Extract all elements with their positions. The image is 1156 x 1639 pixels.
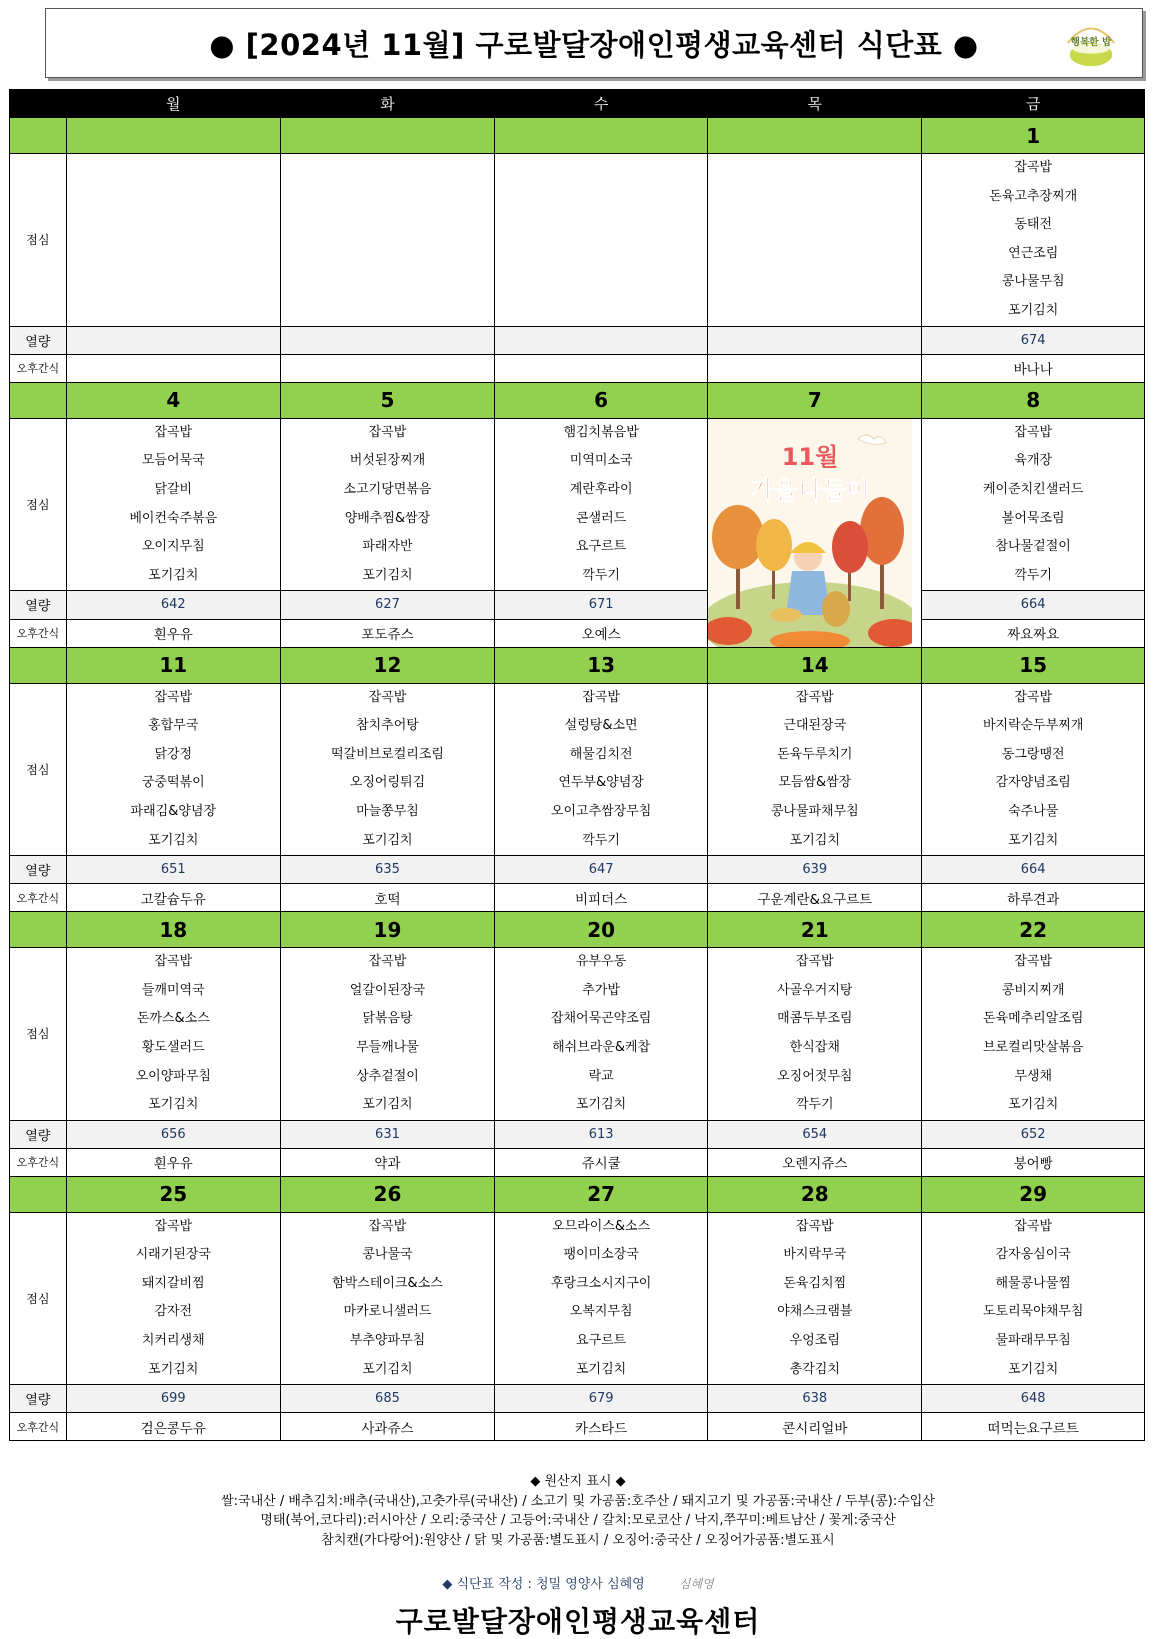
dish-item: 마카로니샐러드 bbox=[343, 1304, 432, 1320]
lunch-label: 점심 bbox=[10, 154, 67, 327]
lunch-cell-wed bbox=[495, 1212, 708, 1385]
dish-item: 잡곡밥 bbox=[795, 1218, 834, 1234]
dish-item: 베이컨숙주볶음 bbox=[129, 510, 218, 526]
date-cell-thu: 21 bbox=[708, 912, 922, 948]
kcal-cell-mon bbox=[66, 326, 280, 354]
lunch-row bbox=[10, 948, 1145, 1121]
dish-item: 콩나물무침 bbox=[1001, 274, 1065, 290]
dish-item: 잡곡밥 bbox=[154, 689, 193, 705]
snack-label: 오후간식 bbox=[10, 1413, 67, 1441]
snack-label: 오후간식 bbox=[10, 1148, 67, 1176]
snack-cell-fri: 떠먹는요구르트 bbox=[922, 1413, 1145, 1441]
dish-item: 잡곡밥 bbox=[1014, 689, 1053, 705]
dish-item: 잡곡밥 bbox=[1014, 424, 1053, 440]
date-cell-mon: 11 bbox=[66, 647, 280, 683]
dish-item: 포기김치 bbox=[148, 1361, 199, 1377]
dish-item: 치커리생채 bbox=[141, 1333, 205, 1349]
dish-item: 계란후라이 bbox=[569, 481, 633, 497]
date-cell-wed bbox=[495, 118, 708, 154]
dish-item: 락교 bbox=[588, 1068, 614, 1084]
snack-cell-thu bbox=[708, 354, 922, 382]
snack-cell-thu: 오렌지쥬스 bbox=[708, 1148, 922, 1176]
dish-item: 잡곡밥 bbox=[154, 424, 193, 440]
dish-item: 황도샐러드 bbox=[141, 1039, 205, 1055]
snack-cell-tue: 사과쥬스 bbox=[280, 1413, 494, 1441]
dish-item: 바지락순두부찌개 bbox=[982, 718, 1084, 734]
snack-cell-fri: 바나나 bbox=[922, 354, 1145, 382]
lunch-cell-tue bbox=[280, 154, 494, 327]
dish-item: 설렁탕&소면 bbox=[564, 718, 638, 734]
dish-item: 부추양파무침 bbox=[349, 1333, 426, 1349]
dish-item: 돼지갈비찜 bbox=[141, 1275, 205, 1291]
lunch-cell-tue bbox=[280, 418, 494, 591]
dish-item: 포기김치 bbox=[148, 1097, 199, 1113]
dish-item: 포기김치 bbox=[148, 832, 199, 848]
title-box bbox=[45, 8, 1143, 78]
date-row-label bbox=[10, 382, 67, 418]
dish-item: 떡갈비브로컬리조림 bbox=[330, 746, 444, 762]
kcal-cell-wed: 671 bbox=[495, 591, 708, 619]
author-line bbox=[0, 1573, 1156, 1592]
dish-item: 잡곡밥 bbox=[368, 1218, 407, 1234]
weekday-header bbox=[10, 90, 1145, 118]
kcal-label: 열량 bbox=[10, 856, 67, 884]
lunch-cell-fri bbox=[922, 1212, 1145, 1385]
dish-item: 포기김치 bbox=[1008, 1097, 1059, 1113]
dish-item: 잡곡밥 bbox=[368, 689, 407, 705]
origin-line: 쌀:국내산 / 배추김치:배추(국내산),고춧가루(국내산) / 소고기 및 가공품:호주산 / 돼지고기 및 가공품:국내산 / 두부(콩):수입산 bbox=[221, 1493, 935, 1509]
dish-item: 돈까스&소스 bbox=[136, 1011, 210, 1027]
dish-item: 잡곡밥 bbox=[154, 954, 193, 970]
dish-item: 파래자반 bbox=[362, 539, 413, 555]
date-cell-fri: 15 bbox=[922, 647, 1145, 683]
snack-row bbox=[10, 354, 1145, 382]
dish-item: 오이고추쌈장무침 bbox=[550, 803, 652, 819]
dish-item: 잡곡밥 bbox=[1014, 954, 1053, 970]
snack-label: 오후간식 bbox=[10, 619, 67, 647]
dish-item: 포기김치 bbox=[576, 1097, 627, 1113]
snack-cell-tue: 호떡 bbox=[280, 884, 494, 912]
lunch-row bbox=[10, 683, 1145, 856]
kcal-cell-fri: 652 bbox=[922, 1120, 1145, 1148]
dish-item: 잡채어묵곤약조림 bbox=[550, 1011, 652, 1027]
dish-item: 포기김치 bbox=[362, 567, 413, 583]
dish-item: 무생채 bbox=[1014, 1068, 1053, 1084]
lunch-row bbox=[10, 154, 1145, 327]
dish-item: 닭갈비 bbox=[154, 481, 193, 497]
snack-cell-mon bbox=[66, 354, 280, 382]
dish-item: 바지락무국 bbox=[783, 1247, 847, 1263]
kcal-label: 열량 bbox=[10, 591, 67, 619]
lunch-cell-mon bbox=[66, 948, 280, 1121]
date-cell-tue: 5 bbox=[280, 382, 494, 418]
dish-item: 참치추어탕 bbox=[356, 718, 419, 734]
dish-item: 콩나물파채무침 bbox=[770, 803, 859, 819]
dish-item: 숙주나물 bbox=[1008, 803, 1059, 819]
day-header-thu: 목 bbox=[708, 90, 922, 118]
dish-item: 잡곡밥 bbox=[795, 954, 834, 970]
snack-cell-thu: 콘시리얼바 bbox=[708, 1413, 922, 1441]
lunch-cell-wed bbox=[495, 683, 708, 856]
date-row-label bbox=[10, 912, 67, 948]
author-text: ◆ 식단표 작성 : 청밀 영양사 심혜영 bbox=[442, 1577, 645, 1592]
lunch-cell-mon bbox=[66, 154, 280, 327]
snack-cell-mon: 흰우유 bbox=[66, 1148, 280, 1176]
dish-item: 연근조림 bbox=[1008, 245, 1059, 261]
dish-item: 포기김치 bbox=[1008, 832, 1059, 848]
date-cell-fri: 29 bbox=[922, 1176, 1145, 1212]
dish-item: 버섯된장찌개 bbox=[349, 453, 426, 469]
origin-line: 참치캔(가다랑어):원양산 / 닭 및 가공품:별도표시 / 오징어:중국산 / 오징어가공품:별도표시 bbox=[321, 1532, 835, 1548]
snack-cell-wed bbox=[495, 354, 708, 382]
kcal-cell-fri: 674 bbox=[922, 326, 1145, 354]
lunch-cell-fri bbox=[922, 418, 1145, 591]
dish-item: 무들깨나물 bbox=[356, 1039, 419, 1055]
dish-item: 파래김&양념장 bbox=[130, 803, 217, 819]
dish-item: 잡곡밥 bbox=[1014, 160, 1053, 175]
dish-item: 돈육고추장찌개 bbox=[989, 188, 1078, 204]
dish-item: 콩비지찌개 bbox=[1001, 982, 1065, 998]
snack-cell-mon: 흰우유 bbox=[66, 619, 280, 647]
dish-item: 한식잡채 bbox=[789, 1039, 840, 1055]
date-row bbox=[10, 118, 1145, 154]
lunch-cell-tue bbox=[280, 948, 494, 1121]
day-header-tue: 화 bbox=[280, 90, 494, 118]
dish-item: 잡곡밥 bbox=[368, 424, 407, 440]
dish-item: 함박스테이크&소스 bbox=[332, 1275, 443, 1291]
dish-item: 사골우거지탕 bbox=[777, 982, 853, 998]
dish-item: 돈육메추리알조림 bbox=[982, 1011, 1084, 1027]
dish-item: 볼어묵조림 bbox=[1001, 510, 1065, 526]
snack-cell-thu: 구운계란&요구르트 bbox=[708, 884, 922, 912]
date-row-label bbox=[10, 1176, 67, 1212]
dish-item: 오므라이스&소스 bbox=[552, 1218, 651, 1234]
autumn-outing-illustration bbox=[708, 418, 922, 647]
dish-item: 포기김치 bbox=[1008, 1361, 1059, 1377]
dish-item: 오징어링튀김 bbox=[349, 775, 426, 791]
dish-item: 오징어젓무침 bbox=[777, 1068, 853, 1084]
date-cell-tue: 12 bbox=[280, 647, 494, 683]
lunch-row bbox=[10, 1212, 1145, 1385]
snack-cell-tue: 포도쥬스 bbox=[280, 619, 494, 647]
date-cell-wed: 20 bbox=[495, 912, 708, 948]
dish-item: 잡곡밥 bbox=[582, 689, 620, 705]
dish-item: 콩나물국 bbox=[362, 1247, 413, 1263]
date-row-label bbox=[10, 647, 67, 683]
snack-cell-tue bbox=[280, 354, 494, 382]
snack-cell-wed: 쥬시쿨 bbox=[495, 1148, 708, 1176]
lunch-cell-wed bbox=[495, 948, 708, 1121]
lunch-cell-thu bbox=[708, 154, 922, 327]
dish-item: 얼갈이된장국 bbox=[349, 982, 426, 998]
dish-item: 들깨미역국 bbox=[141, 982, 205, 998]
dish-item: 연두부&양념장 bbox=[558, 775, 644, 791]
kcal-cell-tue: 627 bbox=[280, 591, 494, 619]
date-cell-wed: 27 bbox=[495, 1176, 708, 1212]
dish-item: 물파래무무침 bbox=[995, 1333, 1071, 1349]
kcal-label: 열량 bbox=[10, 326, 67, 354]
dish-item: 깍두기 bbox=[1014, 567, 1053, 583]
date-cell-fri: 1 bbox=[922, 118, 1145, 154]
dish-item: 햄김치볶음밥 bbox=[563, 424, 639, 440]
kcal-cell-tue: 635 bbox=[280, 856, 494, 884]
dish-item: 홍합무국 bbox=[148, 718, 199, 734]
dish-item: 포기김치 bbox=[362, 1097, 413, 1113]
kcal-cell-fri: 664 bbox=[922, 856, 1145, 884]
snack-row bbox=[10, 884, 1145, 912]
snack-cell-wed: 카스타드 bbox=[495, 1413, 708, 1441]
kcal-cell-tue: 685 bbox=[280, 1385, 494, 1413]
snack-cell-tue: 약과 bbox=[280, 1148, 494, 1176]
dish-item: 후랑크소시지구이 bbox=[550, 1275, 652, 1291]
dish-item: 궁중떡볶이 bbox=[141, 775, 205, 791]
date-cell-thu: 28 bbox=[708, 1176, 922, 1212]
kcal-label: 열량 bbox=[10, 1120, 67, 1148]
date-cell-fri: 8 bbox=[922, 382, 1145, 418]
lunch-cell-wed bbox=[495, 154, 708, 327]
dish-item: 포기김치 bbox=[362, 1361, 413, 1377]
kcal-cell-mon: 642 bbox=[66, 591, 280, 619]
snack-cell-fri: 하루견과 bbox=[922, 884, 1145, 912]
dish-item: 감자전 bbox=[154, 1304, 193, 1320]
kcal-cell-wed: 647 bbox=[495, 856, 708, 884]
dish-item: 포기김치 bbox=[576, 1361, 627, 1377]
date-cell-mon bbox=[66, 118, 280, 154]
kcal-row bbox=[10, 1385, 1145, 1413]
day-header-wed: 수 bbox=[495, 90, 708, 118]
dish-item: 오복지무침 bbox=[569, 1304, 633, 1320]
autumn-scene-icon bbox=[708, 419, 912, 647]
snack-cell-mon: 검은콩두유 bbox=[66, 1413, 280, 1441]
snack-cell-wed: 오예스 bbox=[495, 619, 708, 647]
dish-item: 팽이미소장국 bbox=[563, 1247, 639, 1263]
date-row bbox=[10, 382, 1145, 418]
snack-row bbox=[10, 1413, 1145, 1441]
dish-item: 닭강정 bbox=[154, 746, 193, 762]
dish-item: 감자옹심이국 bbox=[995, 1247, 1071, 1263]
date-row-label bbox=[10, 118, 67, 154]
date-cell-mon: 18 bbox=[66, 912, 280, 948]
origin-notice bbox=[0, 1472, 1156, 1550]
lunch-cell-fri bbox=[922, 154, 1145, 327]
kcal-cell-thu: 639 bbox=[708, 856, 922, 884]
snack-row bbox=[10, 619, 1145, 647]
day-header-mon: 월 bbox=[66, 90, 280, 118]
dish-item: 브로컬리맛살볶음 bbox=[982, 1039, 1084, 1055]
dish-item: 동그랑땡전 bbox=[1001, 746, 1065, 762]
date-cell-tue: 19 bbox=[280, 912, 494, 948]
menu-table bbox=[9, 89, 1145, 1441]
dish-item: 총각김치 bbox=[789, 1361, 840, 1377]
kcal-cell-tue bbox=[280, 326, 494, 354]
logo-icon bbox=[1062, 15, 1120, 71]
dish-item: 도토리묵야채무침 bbox=[982, 1304, 1084, 1320]
snack-cell-wed: 비피더스 bbox=[495, 884, 708, 912]
dish-item: 상추겉절이 bbox=[356, 1068, 419, 1084]
date-cell-tue bbox=[280, 118, 494, 154]
dish-item: 해쉬브라운&케찹 bbox=[552, 1039, 651, 1055]
signature: 심혜영 bbox=[678, 1577, 714, 1591]
snack-cell-fri: 붕어빵 bbox=[922, 1148, 1145, 1176]
kcal-row bbox=[10, 1120, 1145, 1148]
dish-item: 감자양념조림 bbox=[995, 775, 1071, 791]
dish-item: 잡곡밥 bbox=[154, 1218, 193, 1234]
dish-item: 포기김치 bbox=[1008, 302, 1059, 318]
lunch-cell-fri bbox=[922, 948, 1145, 1121]
dish-item: 해물콩나물찜 bbox=[995, 1275, 1071, 1291]
dish-item: 포기김치 bbox=[789, 832, 840, 848]
origin-heading: ◆ 원산지 표시 ◆ bbox=[530, 1474, 626, 1489]
lunch-cell-mon bbox=[66, 683, 280, 856]
snack-cell-mon: 고칼슘두유 bbox=[66, 884, 280, 912]
date-cell-mon: 25 bbox=[66, 1176, 280, 1212]
dish-item: 깍두기 bbox=[582, 567, 620, 583]
corner-cell bbox=[10, 90, 67, 118]
kcal-row bbox=[10, 591, 1145, 619]
lunch-cell-fri bbox=[922, 683, 1145, 856]
lunch-label: 점심 bbox=[10, 1212, 67, 1385]
origin-line: 명태(북어,코다리):러시아산 / 오리:중국산 / 고등어:국내산 / 갈치:모로코산 / 낙지,쭈꾸미:베트남산 / 꽃게:중국산 bbox=[260, 1513, 896, 1528]
kcal-cell-thu: 654 bbox=[708, 1120, 922, 1148]
date-cell-thu bbox=[708, 118, 922, 154]
dish-item: 오이지무침 bbox=[141, 539, 205, 555]
date-cell-thu: 14 bbox=[708, 647, 922, 683]
dish-item: 유부우동 bbox=[576, 954, 627, 970]
dish-item: 요구르트 bbox=[576, 1333, 627, 1349]
dish-item: 케이준치킨샐러드 bbox=[982, 481, 1084, 497]
lunch-label: 점심 bbox=[10, 683, 67, 856]
outing-title-month: 11월 bbox=[781, 442, 839, 471]
dish-item: 동태전 bbox=[1014, 217, 1053, 233]
dish-item: 잡곡밥 bbox=[795, 689, 834, 705]
kcal-cell-fri: 648 bbox=[922, 1385, 1145, 1413]
dish-item: 야채스크램블 bbox=[777, 1304, 853, 1320]
dish-item: 돈육두루치기 bbox=[777, 746, 853, 762]
dish-item: 양배추찜&쌈장 bbox=[344, 510, 431, 526]
date-row bbox=[10, 647, 1145, 683]
date-cell-wed: 13 bbox=[495, 647, 708, 683]
dish-item: 돈육김치찜 bbox=[783, 1275, 847, 1291]
logo-text: 행복한 밥 bbox=[1070, 36, 1112, 48]
dish-item: 시래기된장국 bbox=[135, 1247, 211, 1263]
dish-item: 참나물겉절이 bbox=[995, 539, 1071, 555]
dish-item: 추가밥 bbox=[582, 982, 620, 998]
kcal-cell-thu: 638 bbox=[708, 1385, 922, 1413]
date-cell-thu: 7 bbox=[708, 382, 922, 418]
page-title: ● [2024년 11월] 구로발달장애인평생교육센터 식단표 ● bbox=[209, 27, 979, 62]
dish-item: 모듬쌈&쌈장 bbox=[778, 775, 852, 791]
lunch-label: 점심 bbox=[10, 948, 67, 1121]
snack-row bbox=[10, 1148, 1145, 1176]
kcal-row bbox=[10, 856, 1145, 884]
date-cell-tue: 26 bbox=[280, 1176, 494, 1212]
date-row bbox=[10, 912, 1145, 948]
date-cell-fri: 22 bbox=[922, 912, 1145, 948]
lunch-cell-thu bbox=[708, 1212, 922, 1385]
dish-item: 요구르트 bbox=[576, 539, 627, 555]
kcal-cell-wed: 679 bbox=[495, 1385, 708, 1413]
lunch-cell-mon bbox=[66, 418, 280, 591]
dish-item: 닭볶음탕 bbox=[362, 1011, 413, 1027]
lunch-cell-tue bbox=[280, 683, 494, 856]
outing-title-main: 가을나들이 bbox=[749, 475, 871, 505]
dish-item: 잡곡밥 bbox=[368, 954, 407, 970]
lunch-cell-wed bbox=[495, 418, 708, 591]
dish-item: 미역미소국 bbox=[569, 453, 633, 469]
dish-item: 마늘쫑무침 bbox=[356, 803, 419, 819]
dish-item: 콘샐러드 bbox=[576, 510, 627, 526]
date-cell-mon: 4 bbox=[66, 382, 280, 418]
dish-item: 포기김치 bbox=[148, 567, 199, 583]
kcal-cell-wed: 613 bbox=[495, 1120, 708, 1148]
kcal-cell-tue: 631 bbox=[280, 1120, 494, 1148]
snack-label: 오후간식 bbox=[10, 354, 67, 382]
dish-item: 매콤두부조림 bbox=[777, 1011, 853, 1027]
lunch-row bbox=[10, 418, 1145, 591]
kcal-cell-fri: 664 bbox=[922, 591, 1145, 619]
date-cell-wed: 6 bbox=[495, 382, 708, 418]
dish-item: 모듬어묵국 bbox=[141, 453, 205, 469]
lunch-cell-thu bbox=[708, 948, 922, 1121]
date-row bbox=[10, 1176, 1145, 1212]
dish-item: 육개장 bbox=[1014, 453, 1053, 469]
snack-label: 오후간식 bbox=[10, 884, 67, 912]
kcal-label: 열량 bbox=[10, 1385, 67, 1413]
lunch-cell-tue bbox=[280, 1212, 494, 1385]
kcal-cell-wed bbox=[495, 326, 708, 354]
dish-item: 잡곡밥 bbox=[1014, 1218, 1053, 1234]
lunch-cell-thu bbox=[708, 683, 922, 856]
lunch-cell-mon bbox=[66, 1212, 280, 1385]
kcal-cell-mon: 699 bbox=[66, 1385, 280, 1413]
snack-cell-fri: 짜요짜요 bbox=[922, 619, 1145, 647]
kcal-cell-mon: 656 bbox=[66, 1120, 280, 1148]
kcal-row bbox=[10, 326, 1145, 354]
dish-item: 오이양파무침 bbox=[135, 1068, 211, 1084]
lunch-label: 점심 bbox=[10, 418, 67, 591]
dish-item: 깍두기 bbox=[795, 1097, 834, 1113]
dish-item: 깍두기 bbox=[582, 832, 620, 848]
dish-item: 근대된장국 bbox=[783, 718, 847, 734]
dish-item: 해물김치전 bbox=[569, 746, 633, 762]
dish-item: 소고기당면볶음 bbox=[343, 481, 432, 497]
dish-item: 포기김치 bbox=[362, 832, 413, 848]
footer-center-name: 구로발달장애인평생교육센터 bbox=[395, 1605, 761, 1638]
kcal-cell-thu bbox=[708, 326, 922, 354]
kcal-cell-mon: 651 bbox=[66, 856, 280, 884]
dish-item: 우엉조림 bbox=[789, 1333, 840, 1349]
day-header-fri: 금 bbox=[922, 90, 1145, 118]
